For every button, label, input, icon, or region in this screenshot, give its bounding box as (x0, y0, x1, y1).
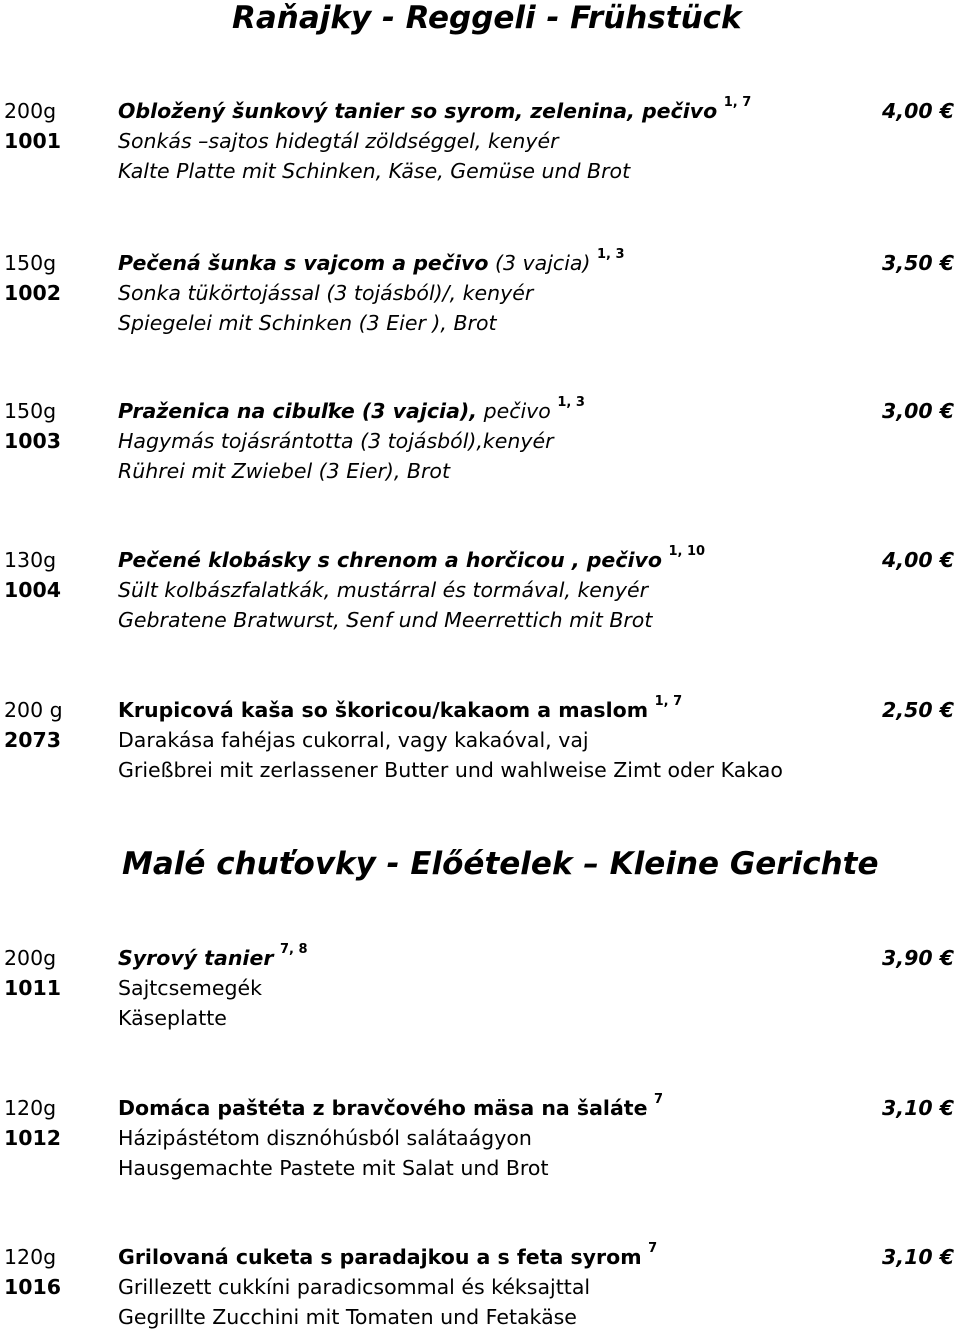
item-name-line (118, 1093, 663, 1123)
item-allergens: 1, 7 (723, 95, 752, 111)
item-name-line (118, 1242, 657, 1272)
item-name-sk: Obložený šunkový tanier so syrom, zelenina, pečivo (118, 99, 718, 123)
item-allergens: 7 (648, 1241, 658, 1257)
item-name-de: Kalte Platte mit Schinken, Käse, Gemüse und Brot (118, 159, 631, 183)
item-name-extra: (3 vajcia) (488, 251, 591, 275)
item-name-hu: Sajtcsemegék (118, 976, 262, 1000)
item-price: 3,50 € (882, 251, 954, 275)
section-title-small-dishes: Malé chuťovky - Előételek – Kleine Gerichte (122, 846, 879, 882)
menu-item (0, 396, 960, 488)
menu-item (0, 96, 960, 188)
item-name-line (118, 96, 751, 126)
item-weight: 200g (4, 99, 57, 123)
menu-item (0, 545, 960, 637)
item-name-sk: Krupicová kaša so škoricou/kakaom a maslom (118, 698, 649, 722)
item-code: 1003 (4, 429, 62, 453)
item-code: 1001 (4, 129, 62, 153)
item-weight: 200 g (4, 698, 63, 722)
item-price: 3,10 € (882, 1096, 954, 1120)
item-name-de: Spiegelei mit Schinken (3 Eier ), Brot (118, 311, 497, 335)
item-weight: 130g (4, 548, 57, 572)
item-name-line (118, 943, 308, 973)
item-name-sk: Grilovaná cuketa s paradajkou a s feta syrom (118, 1245, 642, 1269)
item-name-hu: Grillezett cukkíni paradicsommal és kéksajttal (118, 1275, 591, 1299)
item-code: 2073 (4, 728, 62, 752)
menu-item (0, 943, 960, 1035)
item-allergens: 1, 3 (557, 395, 585, 411)
item-name-line (118, 695, 682, 725)
item-name-de: Gegrillte Zucchini mit Tomaten und Fetakäse (118, 1305, 577, 1329)
item-code: 1002 (4, 281, 62, 305)
item-name-hu: Házipástétom disznóhúsból salátaágyon (118, 1126, 532, 1150)
item-price: 3,90 € (882, 946, 954, 970)
item-weight: 120g (4, 1096, 57, 1120)
item-name-de: Gebratene Bratwurst, Senf und Meerrettich mit Brot (118, 608, 653, 632)
item-allergens: 1, 10 (668, 544, 706, 560)
menu-item (0, 248, 960, 340)
item-code: 1016 (4, 1275, 62, 1299)
item-name-de: Hausgemachte Pastete mit Salat und Brot (118, 1156, 549, 1180)
item-weight: 150g (4, 251, 57, 275)
item-price: 2,50 € (882, 698, 954, 722)
item-name-sk: Domáca paštéta z bravčového mäsa na šaláte (118, 1096, 648, 1120)
item-name-sk: Syrový tanier (118, 946, 274, 970)
item-weight: 120g (4, 1245, 57, 1269)
item-name-sk: Pečená šunka s vajcom a pečivo (118, 251, 489, 275)
item-name-line (118, 396, 585, 426)
item-name-sk: Pečené klobásky s chrenom a horčicou , pečivo (118, 548, 662, 572)
item-name-de: Rührei mit Zwiebel (3 Eier), Brot (118, 459, 451, 483)
item-code: 1012 (4, 1126, 62, 1150)
item-name-line (118, 545, 705, 575)
item-name-hu: Hagymás tojásrántotta (3 tojásból),kenyér (118, 429, 554, 453)
item-weight: 150g (4, 399, 57, 423)
item-allergens: 7, 8 (279, 942, 308, 958)
item-code: 1004 (4, 578, 62, 602)
item-weight: 200g (4, 946, 57, 970)
item-name-de: Käseplatte (118, 1006, 227, 1030)
item-allergens: 1, 3 (597, 247, 625, 263)
item-name-hu: Sonka tükörtojással (3 tojásból)/, kenyér (118, 281, 534, 305)
item-name-line (118, 248, 625, 278)
item-price: 3,10 € (882, 1245, 954, 1269)
menu-item (0, 695, 960, 787)
item-name-hu: Darakása fahéjas cukorral, vagy kakaóval, vaj (118, 728, 589, 752)
item-price: 4,00 € (882, 99, 954, 123)
item-allergens: 7 (654, 1092, 664, 1108)
menu-item (0, 1242, 960, 1334)
item-name-hu: Sonkás –sajtos hidegtál zöldséggel, kenyér (118, 129, 559, 153)
item-name-extra: pečivo (477, 399, 551, 423)
item-name-hu: Sült kolbászfalatkák, mustárral és tormával, kenyér (118, 578, 649, 602)
item-name-sk: Praženica na cibuľke (3 vajcia), (118, 399, 478, 423)
item-name-de: Grießbrei mit zerlassener Butter und wahlweise Zimt oder Kakao (118, 758, 783, 782)
item-allergens: 1, 7 (654, 694, 683, 710)
item-code: 1011 (4, 976, 62, 1000)
section-title-breakfast: Raňajky - Reggeli - Frühstück (232, 0, 742, 36)
item-price: 4,00 € (882, 548, 954, 572)
item-price: 3,00 € (882, 399, 954, 423)
menu-item (0, 1093, 960, 1185)
